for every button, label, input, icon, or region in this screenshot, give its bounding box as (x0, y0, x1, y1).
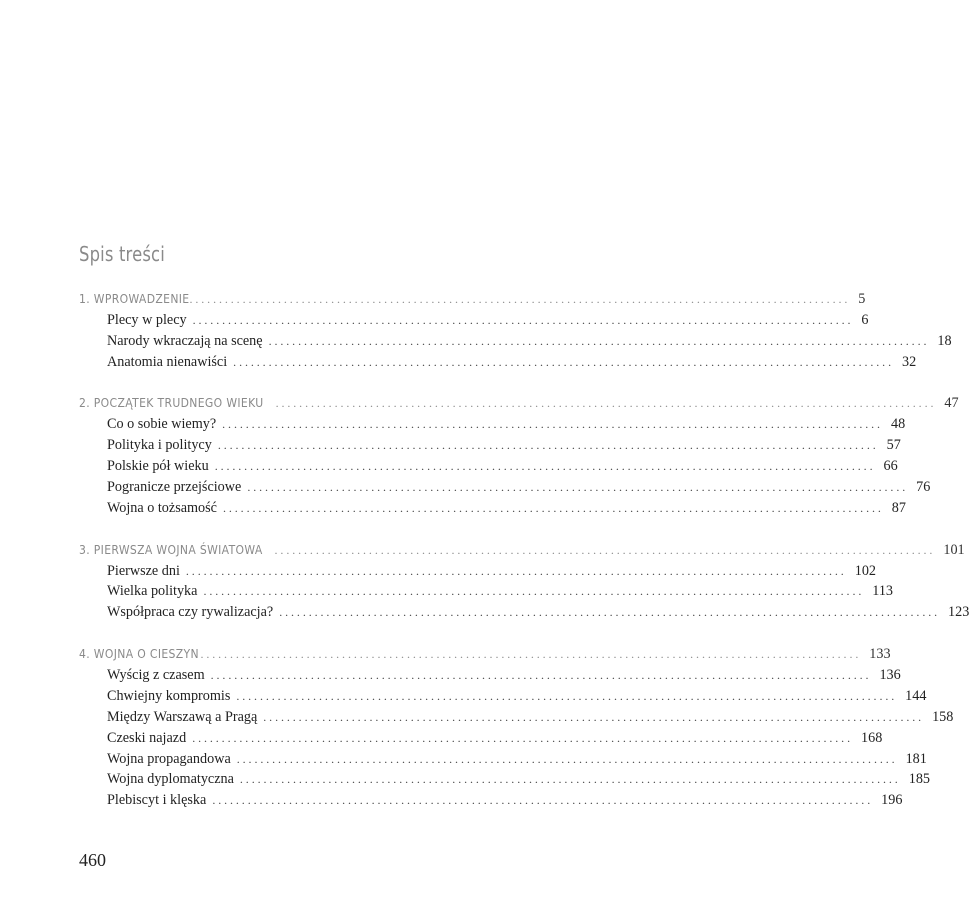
dot-leader: ................................................................................................................ (233, 354, 894, 369)
chapter-title: 2. POCZĄTEK TRUDNEGO WIEKU (79, 395, 264, 411)
toc-chapter-1[interactable] (79, 289, 866, 310)
page-reference: 47 (944, 395, 959, 412)
toc-section[interactable] (79, 749, 927, 770)
dot-leader: ................................................................................................................ (185, 563, 847, 578)
toc-chapter-4[interactable] (79, 644, 891, 665)
section-title: Polskie pół wieku (107, 458, 209, 475)
page-reference: 196 (881, 792, 903, 809)
toc-chapter-2[interactable] (79, 393, 959, 414)
page-reference: 18 (937, 332, 952, 349)
page-reference: 57 (886, 437, 901, 454)
toc-section[interactable] (79, 581, 894, 602)
chapter-spacer (79, 519, 512, 540)
page-reference: 123 (948, 604, 969, 621)
page-reference: 102 (854, 562, 876, 579)
section-title: Wyścig z czasem (107, 667, 205, 684)
page-reference: 185 (908, 771, 930, 788)
section-title: Narody wkraczają na scenę (107, 332, 263, 349)
dot-leader: ................................................................................................................ (203, 584, 865, 599)
section-title: Plebiscyt i klęska (107, 792, 207, 809)
dot-leader: ................................................................................................................ (217, 438, 879, 453)
page-title: Spis treści (79, 242, 165, 266)
page-reference: 48 (890, 416, 906, 433)
section-title: Współpraca czy rywalizacja? (107, 604, 274, 621)
chapter-spacer (79, 623, 512, 644)
section-title: Co o sobie wiemy? (107, 416, 217, 433)
page-reference: 158 (932, 708, 954, 725)
section-title: Pierwsze dni (107, 562, 180, 579)
toc-section[interactable] (79, 414, 906, 435)
section-title: Wojna dyplomatyczna (107, 771, 234, 788)
dot-leader: ................................................................................................................ (279, 605, 941, 620)
page-reference: 76 (916, 479, 931, 496)
dot-leader: ................................................................................................................ (214, 459, 876, 474)
toc-section[interactable] (79, 561, 876, 582)
toc-section[interactable] (79, 331, 952, 352)
page-number: 460 (79, 850, 106, 870)
table-of-contents (79, 289, 969, 811)
page-reference: 144 (905, 687, 927, 704)
dot-leader: ................................................................................................................ (239, 772, 901, 787)
chapter-title: 3. PIERWSZA WOJNA ŚWIATOWA (79, 541, 263, 557)
dot-leader: ................................................................................................................ (275, 396, 937, 411)
chapter-title: 1. WPROWADZENIE (79, 291, 190, 306)
page-reference: 32 (901, 353, 917, 370)
page-reference: 101 (943, 541, 965, 558)
page-reference: 181 (905, 750, 927, 767)
toc-section[interactable] (79, 686, 927, 707)
section-title: Wojna o tożsamość (107, 499, 217, 516)
section-title: Chwiejny kompromis (107, 687, 231, 704)
section-title: Plecy w plecy (107, 311, 187, 328)
section-title: Między Warszawą a Pragą (107, 708, 258, 725)
section-title: Polityka i politycy (107, 437, 212, 454)
page-reference: 87 (891, 499, 906, 516)
dot-leader: ................................................................................................................ (192, 312, 854, 327)
dot-leader: ................................................................................................................ (210, 668, 872, 683)
section-title: Anatomia nienawiści (107, 353, 228, 370)
dot-leader: ................................................................................................................ (192, 730, 853, 745)
toc-section[interactable] (79, 310, 869, 331)
dot-leader: ................................................................................................................ (222, 500, 884, 515)
dot-leader: ................................................................................................................ (212, 793, 874, 808)
dot-leader: ................................................................................................................ (200, 647, 862, 662)
dot-leader: ................................................................................................................ (189, 292, 851, 306)
section-title: Pogranicze przejściowe (107, 479, 242, 496)
toc-section[interactable] (79, 435, 901, 456)
section-title: Wielka polityka (107, 583, 198, 600)
page-reference: 66 (883, 458, 898, 475)
dot-leader: ................................................................................................................ (222, 417, 883, 432)
toc-section[interactable] (79, 477, 931, 498)
section-title: Wojna propagandowa (107, 750, 231, 767)
page-reference: 113 (872, 583, 894, 600)
page-reference: 6 (861, 311, 869, 328)
page-reference: 168 (861, 729, 883, 746)
toc-chapter-3[interactable] (79, 540, 965, 561)
chapter-title: 4. WOJNA O CIESZYN (79, 646, 199, 662)
toc-section[interactable] (79, 707, 954, 728)
dot-leader: ................................................................................................................ (247, 480, 909, 495)
toc-section[interactable] (79, 665, 901, 686)
chapter-spacer (79, 373, 512, 394)
toc-section[interactable] (79, 456, 898, 477)
dot-leader: ................................................................................................................ (236, 688, 898, 703)
page-reference: 5 (858, 291, 866, 307)
toc-section[interactable] (79, 602, 969, 623)
dot-leader: ................................................................................................................ (274, 542, 936, 557)
toc-section[interactable] (79, 352, 917, 373)
toc-section[interactable] (79, 769, 930, 790)
toc-section[interactable] (79, 498, 906, 519)
page-reference: 136 (879, 667, 901, 684)
toc-section[interactable] (79, 790, 903, 811)
toc-section[interactable] (79, 728, 883, 749)
section-title: Czeski najazd (107, 729, 187, 746)
dot-leader: ................................................................................................................ (268, 333, 930, 348)
page-reference: 133 (869, 646, 891, 663)
dot-leader: ................................................................................................................ (263, 709, 925, 724)
dot-leader: ................................................................................................................ (236, 751, 898, 766)
